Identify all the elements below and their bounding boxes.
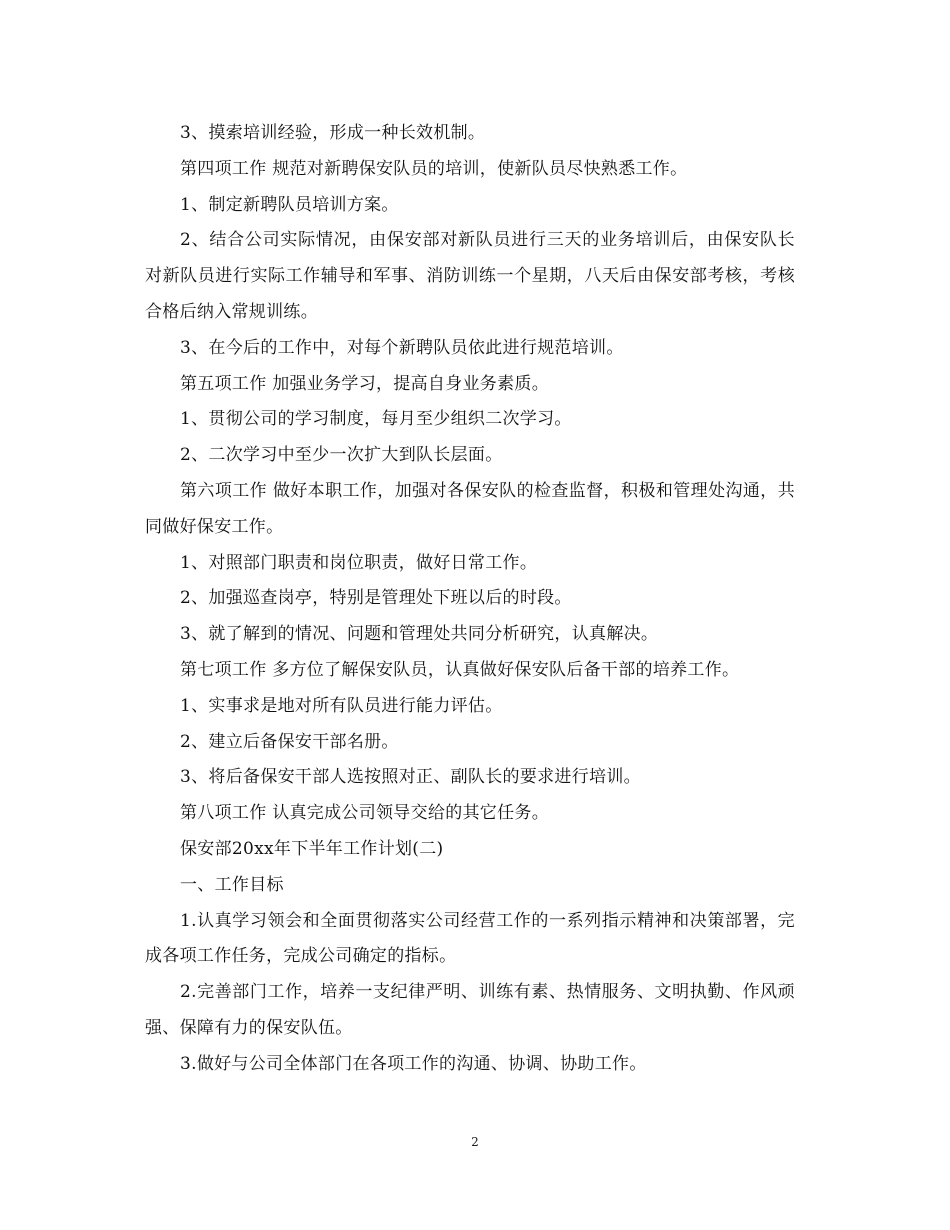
paragraph: 3、就了解到的情况、问题和管理处共同分析研究，认真解决。 — [180, 624, 659, 645]
paragraph: 2、加强巡查岗亭，特别是管理处下班以后的时段。 — [180, 588, 572, 609]
section-heading: 第五项工作 加强业务学习，提高自身业务素质。 — [180, 373, 550, 394]
paragraph: 3、在今后的工作中，对每个新聘队员依此进行规范培训。 — [180, 337, 624, 358]
document-body — [145, 116, 795, 1083]
section-heading: 一、工作目标 — [180, 874, 284, 895]
paragraph: 1、贯彻公司的学习制度，每月至少组织二次学习。 — [180, 409, 572, 430]
paragraph: 3.做好与公司全体部门在各项工作的沟通、协调、协助工作。 — [180, 1053, 647, 1074]
document-subtitle: 保安部20xx年下半年工作计划(二) — [180, 838, 444, 859]
section-heading: 第八项工作 认真完成公司领导交给的其它任务。 — [180, 803, 550, 824]
section-heading: 第六项工作 做好本职工作，加强对各保安队的检查监督，积极和管理处沟通，共同做好保安工作。 — [145, 480, 795, 537]
paragraph: 2、结合公司实际情况，由保安部对新队员进行三天的业务培训后，由保安队长对新队员进行实际工作辅导和军事、消防训练一个星期，八天后由保安部考核，考核合格后纳入常规训练。 — [145, 230, 795, 322]
page-number: 2 — [471, 1135, 479, 1149]
paragraph: 1、制定新聘队员培训方案。 — [180, 194, 399, 215]
paragraph: 2、建立后备保安干部名册。 — [180, 731, 399, 752]
section-heading: 第四项工作 规范对新聘保安队员的培训，使新队员尽快熟悉工作。 — [180, 158, 688, 179]
paragraph: 1、对照部门职责和岗位职责，做好日常工作。 — [180, 552, 538, 573]
paragraph: 1.认真学习领会和全面贯彻落实公司经营工作的一系列指示精神和决策部署，完成各项工作任务，完成公司确定的指标。 — [145, 910, 795, 967]
paragraph: 1、实事求是地对所有队员进行能力评估。 — [180, 695, 503, 716]
section-heading: 第七项工作 多方位了解保安队员，认真做好保安队后备干部的培养工作。 — [180, 659, 740, 680]
paragraph: 2、二次学习中至少一次扩大到队长层面。 — [180, 445, 503, 466]
paragraph: 3、将后备保安干部人选按照对正、副队长的要求进行培训。 — [180, 767, 641, 788]
paragraph: 2.完善部门工作，培养一支纪律严明、训练有素、热情服务、文明执勤、作风顽强、保障有力的保安队伍。 — [145, 982, 795, 1038]
paragraph: 3、摸索培训经验，形成一种长效机制。 — [180, 123, 486, 143]
